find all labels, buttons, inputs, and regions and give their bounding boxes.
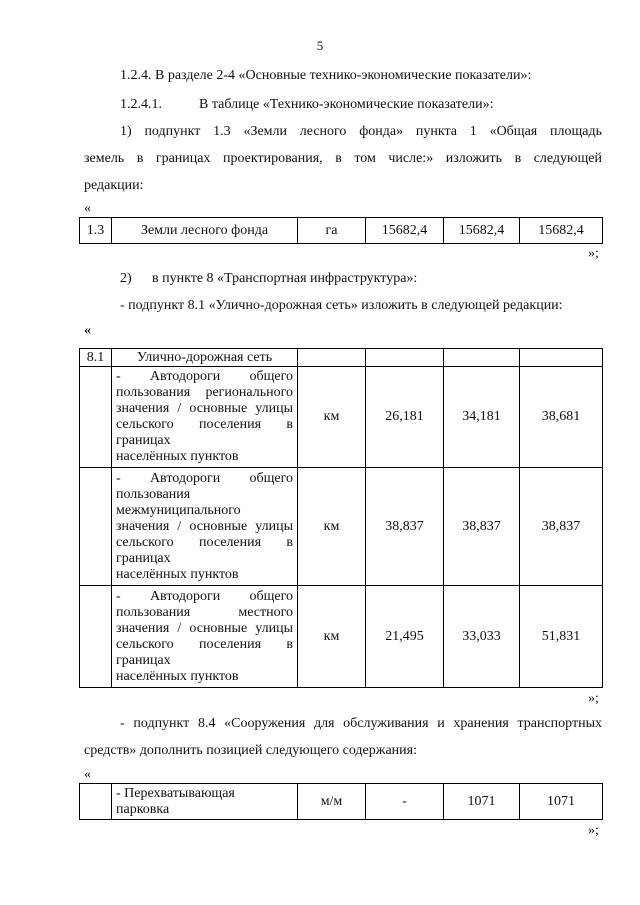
description-line: регионального значения / [116,385,293,416]
row-value-2: 1071 [444,784,520,820]
description-line: населённых пунктов [116,566,239,582]
description-line: - Автодороги общего [116,369,293,384]
paragraph-subitem-8-1: - подпункт 8.1 «Улично-дорожная сеть» изложить в следующей редакции: [120,298,563,313]
table-header-row [80,349,603,367]
paragraph-item-2-number: 2) [120,271,132,286]
row-name: Земли лесного фонда [112,218,298,244]
row-value-1: - [366,784,444,820]
table-row [80,218,603,244]
quote-open-1: « [84,201,91,216]
table-row [80,468,603,586]
description-line: населённых пунктов [116,449,239,464]
header-unit-empty [298,349,366,367]
quote-close-3: »; [588,823,599,838]
description-line: поселения в границах [116,636,293,668]
description-line: значения / основные [116,518,248,534]
description-line: - Автодороги общего [116,470,293,486]
row-value-3: 38,681 [520,367,603,468]
row-number [80,784,112,820]
row-number-empty [80,367,112,468]
row-value-3: 15682,4 [520,218,603,244]
quote-open-2: « [84,323,91,338]
row-unit: км [298,367,366,468]
description-line: основные улицы сельского [116,401,293,432]
header-number: 8.1 [80,349,112,367]
paragraph-1-2-4-1-text: В таблице «Технико-экономические показатели»: [199,97,494,112]
table-row [80,586,603,688]
description-line: улицы сельского [116,518,294,550]
quote-open-3: « [84,767,91,782]
paragraph-item-1-line-2: земель в границах проектирования, в том числе:» изложить в следующей [84,151,602,166]
paragraph-item-2-text: в пункте 8 «Транспортная инфраструктура»: [152,271,418,286]
header-name: Улично-дорожная сеть [112,349,298,367]
row-value-3: 51,831 [520,586,603,688]
row-value-1: 15682,4 [366,218,444,244]
row-number-empty [80,468,112,586]
table-row [80,367,603,468]
row-value-1: 26,181 [366,367,444,468]
row-description [112,367,298,468]
row-description [112,586,298,688]
description-line: пользования [116,486,191,502]
table-land-area [79,217,603,244]
row-value-2: 38,837 [444,468,520,586]
paragraph-1-2-4: 1.2.4. В разделе 2-4 «Основные технико-экономические показатели»: [120,68,532,83]
description-line: - Автодороги общего [116,588,293,604]
header-value-3-empty [520,349,603,367]
paragraph-item-1-line-3: редакции: [84,178,144,193]
description-line: пользования [116,385,191,400]
row-unit: га [298,218,366,244]
row-number-empty [80,586,112,688]
quote-close-1: »; [588,246,599,261]
row-value-2: 15682,4 [444,218,520,244]
paragraph-1-2-4-1-number: 1.2.4.1. [120,97,162,112]
description-line: поселения в границах [116,534,293,566]
description-line: парковка [116,801,170,817]
row-description [112,784,298,820]
paragraph-subitem-8-4-line-1: - подпункт 8.4 «Сооружения для обслуживания и хранения транспортных [120,716,602,731]
paragraph-item-1-line-1: 1) подпункт 1.3 «Земли лесного фонда» пункта 1 «Общая площадь [120,124,602,139]
row-value-2: 34,181 [444,367,520,468]
row-number: 1.3 [80,218,112,244]
description-line: поселения в границах [116,417,293,448]
row-unit: км [298,468,366,586]
description-line: населённых пунктов [116,668,239,684]
description-line: улицы сельского [116,620,294,652]
description-line: значения / основные [116,620,248,636]
page-number: 5 [316,38,324,53]
paragraph-subitem-8-4-line-2: средств» дополнить позицией следующего содержания: [84,743,417,758]
row-description [112,468,298,586]
row-unit: км [298,586,366,688]
header-value-1-empty [366,349,444,367]
row-value-2: 33,033 [444,586,520,688]
row-value-1: 21,495 [366,586,444,688]
description-line: межмуниципального [116,502,241,518]
table-road-network [79,348,603,688]
row-value-1: 38,837 [366,468,444,586]
table-row [80,784,603,820]
description-line: пользования местного [116,604,293,620]
description-line: - Перехватывающая [116,785,235,801]
row-value-3: 1071 [520,784,603,820]
table-parking [79,783,603,820]
row-value-3: 38,837 [520,468,603,586]
quote-close-2: »; [588,691,599,706]
header-value-2-empty [444,349,520,367]
row-unit: м/м [298,784,366,820]
